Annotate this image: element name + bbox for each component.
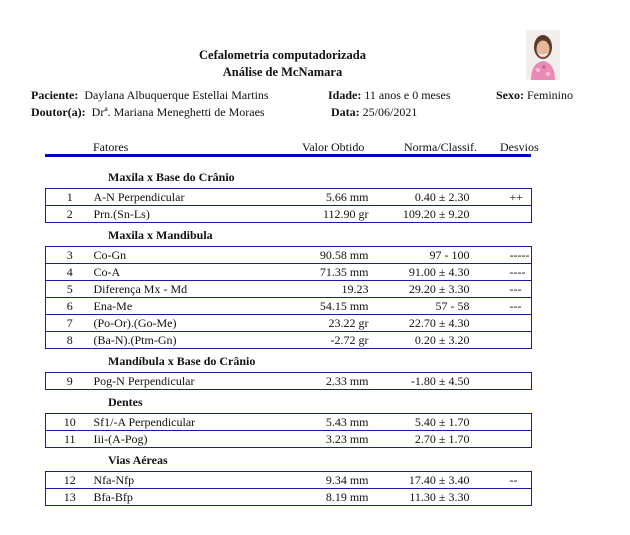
norm-value: 91.00 ± 4.30 <box>369 264 470 281</box>
row-number: 7 <box>46 315 94 332</box>
deviation-value <box>470 315 532 332</box>
factor-sections <box>45 169 531 510</box>
table-row <box>46 431 532 448</box>
row-number: 2 <box>66 207 73 221</box>
deviation-value: ----- <box>470 247 532 264</box>
norm-value: 97 - 100 <box>369 247 470 264</box>
norm-value: 5.40 ± 1.70 <box>369 414 470 431</box>
factor-name: Co-Gn <box>94 247 244 264</box>
norm-value: 29.20 ± 3.30 <box>369 281 470 298</box>
row-number: 12 <box>46 472 94 489</box>
row-number: 4 <box>46 264 94 281</box>
sex-label: Sexo: <box>496 88 524 102</box>
norm-value: 2.70 ± 1.70 <box>414 432 470 446</box>
table-row <box>46 472 532 489</box>
obtained-value: 23.22 gr <box>244 315 369 332</box>
obtained-value: -2.72 gr <box>330 333 369 347</box>
factors-table <box>45 188 532 223</box>
obtained-value: 71.35 mm <box>244 264 369 281</box>
date-label: Data: <box>331 105 360 119</box>
age-value: 11 anos e 0 meses <box>364 88 451 102</box>
age-field <box>328 88 451 103</box>
obtained-value: 8.19 mm <box>325 490 369 504</box>
factor-name: Iii-(A-Pog) <box>93 432 148 446</box>
norm-value: 109.20 ± 9.20 <box>402 207 470 221</box>
norm-value: 0.20 ± 3.20 <box>414 333 470 347</box>
factor-name: Bfa-Bfp <box>93 490 133 504</box>
section-title: Maxila x Mandibula <box>108 228 213 242</box>
patient-name: Daylana Albuquerque Estellai Martins <box>84 88 269 102</box>
date-field <box>331 105 417 120</box>
doctor-label: Doutor(a): <box>31 105 86 119</box>
factor-name: (Ba-N).(Ptm-Gn) <box>93 333 177 347</box>
norm-value: 0.40 ± 2.30 <box>369 189 470 206</box>
norm-value: 57 - 58 <box>369 298 470 315</box>
factor-name: Sf1/-A Perpendicular <box>94 414 244 431</box>
patient-label: Paciente: <box>31 88 79 102</box>
factors-table <box>45 413 532 448</box>
deviation-value: --- <box>470 281 532 298</box>
obtained-value: 90.58 mm <box>244 247 369 264</box>
date-value: 25/06/2021 <box>362 105 418 119</box>
table-row <box>46 206 532 223</box>
obtained-value: 54.15 mm <box>244 298 369 315</box>
factors-table <box>45 246 532 349</box>
table-row <box>46 298 532 315</box>
report-title: Cefalometria computadorizada <box>199 48 366 62</box>
row-number: 11 <box>63 432 76 446</box>
obtained-value: 112.90 gr <box>322 207 369 221</box>
sex-field <box>496 88 573 103</box>
column-header-value: Valor Obtido <box>302 140 365 154</box>
table-row <box>46 414 532 431</box>
row-number: 9 <box>66 374 73 388</box>
obtained-value: 5.66 mm <box>244 189 369 206</box>
factor-name: Nfa-Nfp <box>94 472 244 489</box>
doctor-name: Drª. Mariana Meneghetti de Moraes <box>91 105 265 119</box>
patient-photo <box>526 30 560 80</box>
deviation-value: ++ <box>470 189 532 206</box>
column-header-factors: Fatores <box>93 140 129 154</box>
row-number: 1 <box>46 189 94 206</box>
table-row <box>46 489 532 506</box>
report-subtitle: Análise de McNamara <box>222 65 343 79</box>
table-row <box>46 189 532 206</box>
section-title: Mandíbula x Base do Crânio <box>108 354 256 368</box>
deviation-value <box>470 206 532 223</box>
deviation-value <box>470 489 532 506</box>
row-number: 10 <box>46 414 94 431</box>
row-number: 13 <box>63 490 76 504</box>
sex-value: Feminino <box>527 88 574 102</box>
column-header-norm: Norma/Classif. <box>404 140 477 154</box>
patient-field <box>31 88 269 103</box>
factor-name: Pog-N Perpendicular <box>93 374 195 388</box>
obtained-value: 3.23 mm <box>325 432 369 446</box>
deviation-value <box>470 431 532 448</box>
obtained-value: 2.33 mm <box>325 374 369 388</box>
row-number: 8 <box>66 333 73 347</box>
norm-value: 22.70 ± 4.30 <box>369 315 470 332</box>
doctor-field <box>31 105 265 120</box>
deviation-value: --- <box>470 298 532 315</box>
table-row <box>46 264 532 281</box>
factor-name: Ena-Me <box>94 298 244 315</box>
factors-table <box>45 372 532 390</box>
obtained-value: 19.23 <box>244 281 369 298</box>
deviation-value: ---- <box>470 264 532 281</box>
deviation-value <box>470 414 532 431</box>
table-row <box>46 247 532 264</box>
header-divider <box>45 154 531 157</box>
age-label: Idade: <box>328 88 362 102</box>
factors-table <box>45 471 532 506</box>
row-number: 6 <box>46 298 94 315</box>
table-row <box>46 332 532 349</box>
factor-name: Co-A <box>94 264 244 281</box>
row-number: 3 <box>46 247 94 264</box>
deviation-value <box>470 332 532 349</box>
factor-name: A-N Perpendicular <box>94 189 244 206</box>
obtained-value: 9.34 mm <box>244 472 369 489</box>
factor-name: Prn.(Sn-Ls) <box>93 207 150 221</box>
factor-name: (Po-Or).(Go-Me) <box>94 315 244 332</box>
deviation-value: -- <box>470 472 532 489</box>
section-title: Dentes <box>108 395 143 409</box>
column-header-deviation: Desvios <box>500 140 539 154</box>
factor-name: Diferença Mx - Md <box>94 281 244 298</box>
table-row <box>46 315 532 332</box>
table-row <box>46 373 532 390</box>
norm-value: 17.40 ± 3.40 <box>369 472 470 489</box>
section-title: Vias Aéreas <box>108 453 168 467</box>
table-row <box>46 281 532 298</box>
norm-value: 11.30 ± 3.30 <box>409 490 470 504</box>
norm-value: -1.80 ± 4.50 <box>410 374 470 388</box>
section-title: Maxila x Base do Crânio <box>108 170 235 184</box>
deviation-value <box>470 373 532 390</box>
row-number: 5 <box>46 281 94 298</box>
obtained-value: 5.43 mm <box>244 414 369 431</box>
